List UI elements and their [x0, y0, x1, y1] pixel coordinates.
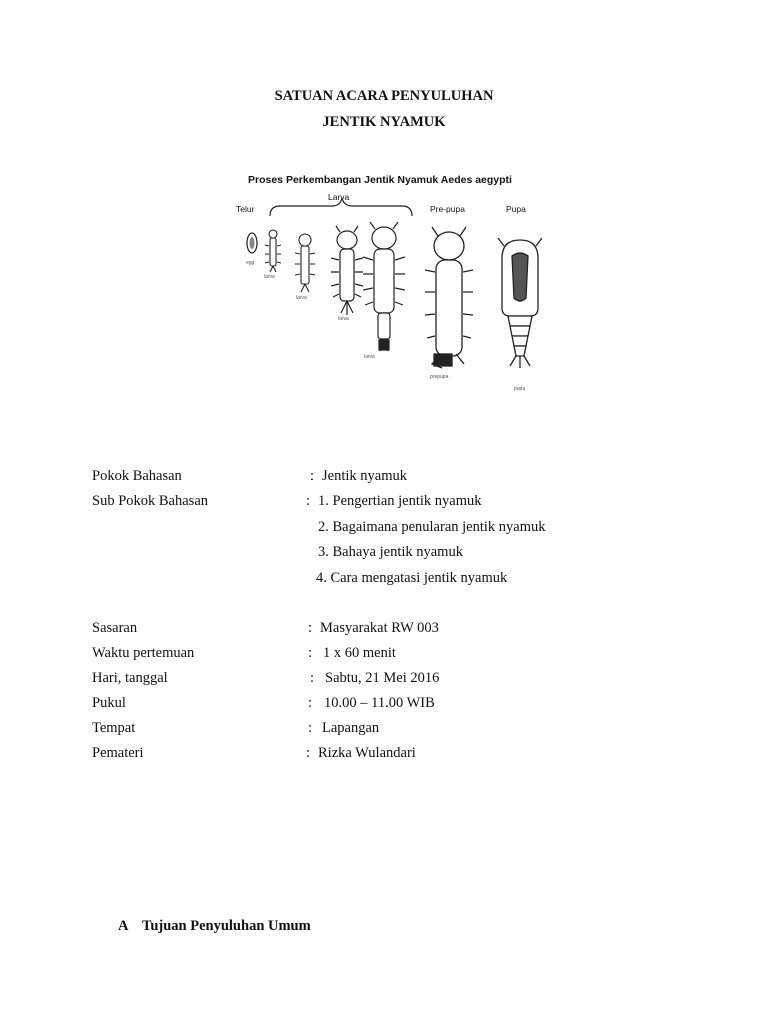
- section-title: Tujuan Penyuluhan Umum: [142, 918, 311, 934]
- info-value: 3. Bahaya jentik nyamuk: [318, 544, 463, 560]
- larva-brace: [270, 198, 412, 216]
- info-value: 1. Pengertian jentik nyamuk: [318, 493, 482, 509]
- info-value: Rizka Wulandari: [318, 745, 416, 761]
- info-value: Sabtu, 21 Mei 2016: [325, 670, 440, 686]
- info-value: 2. Bagaimana penularan jentik nyamuk: [318, 519, 546, 535]
- info-colon: :: [306, 493, 311, 509]
- label-larva: Larva: [328, 192, 350, 202]
- info-label: Pukul: [92, 695, 126, 711]
- info-row-hari-tanggal: [0, 667, 768, 689]
- info-colon: :: [306, 745, 311, 761]
- sub-topic-item: [0, 541, 768, 563]
- section-letter: A: [118, 918, 129, 934]
- info-row-waktu-pertemuan: [0, 642, 768, 664]
- figure-illustration: [232, 168, 542, 400]
- info-colon: :: [310, 468, 315, 484]
- larva-3-drawing: [331, 226, 363, 315]
- caption-larva-4: larva: [364, 354, 375, 360]
- info-label: Pokok Bahasan: [92, 468, 182, 484]
- info-label: Pemateri: [92, 745, 144, 761]
- info-value: Masyarakat RW 003: [320, 620, 439, 636]
- info-value: Lapangan: [322, 720, 380, 736]
- sub-topic-item: [0, 567, 768, 589]
- info-value: Jentik nyamuk: [322, 468, 407, 484]
- info-label: Sasaran: [92, 620, 138, 636]
- info-row-pokok-bahasan: [0, 465, 768, 487]
- document-title: SATUAN ACARA PENYULUHAN: [274, 88, 494, 104]
- larva-1-drawing: [265, 230, 281, 272]
- info-row-tempat: [0, 717, 768, 739]
- info-colon: :: [308, 720, 313, 736]
- info-label: Tempat: [92, 720, 136, 736]
- figure-title: Proses Perkembangan Jentik Nyamuk Aedes aegypti: [248, 174, 512, 186]
- larva-2-drawing: [295, 234, 315, 292]
- caption-egg: egg: [246, 260, 255, 266]
- info-row-sub-pokok-bahasan: [0, 490, 768, 512]
- egg-drawing: [247, 233, 257, 253]
- label-pupa: Pupa: [506, 204, 526, 214]
- mosquito-development-figure: [232, 168, 542, 400]
- info-value: 10.00 – 11.00 WIB: [324, 695, 435, 711]
- pupa-drawing: [498, 238, 542, 368]
- info-label: Sub Pokok Bahasan: [92, 493, 208, 509]
- caption-larva-1: larva: [264, 274, 275, 280]
- caption-pupa: pupa: [514, 386, 526, 392]
- info-colon: :: [308, 645, 313, 661]
- label-prepupa: Pre-pupa: [430, 204, 465, 214]
- section-heading: [118, 918, 311, 935]
- info-row-pemateri: [0, 742, 768, 764]
- info-label: Waktu pertemuan: [92, 645, 195, 661]
- sub-topic-item: [0, 516, 768, 538]
- info-colon: :: [308, 620, 313, 636]
- prepupa-drawing: [425, 227, 473, 368]
- info-colon: :: [308, 695, 313, 711]
- info-value: 4. Cara mengatasi jentik nyamuk: [316, 570, 508, 586]
- caption-prepupa: prepupa: [430, 374, 449, 380]
- larva-4-drawing: [363, 222, 405, 351]
- document-subtitle: JENTIK NYAMUK: [322, 114, 446, 130]
- info-row-sasaran: [0, 617, 768, 639]
- info-value: 1 x 60 menit: [323, 645, 396, 661]
- info-label: Hari, tanggal: [92, 670, 168, 686]
- info-row-pukul: [0, 692, 768, 714]
- caption-larva-3: larva: [338, 316, 349, 322]
- info-colon: :: [310, 670, 315, 686]
- label-telur: Telur: [236, 204, 255, 214]
- caption-larva-2: larva: [296, 295, 307, 301]
